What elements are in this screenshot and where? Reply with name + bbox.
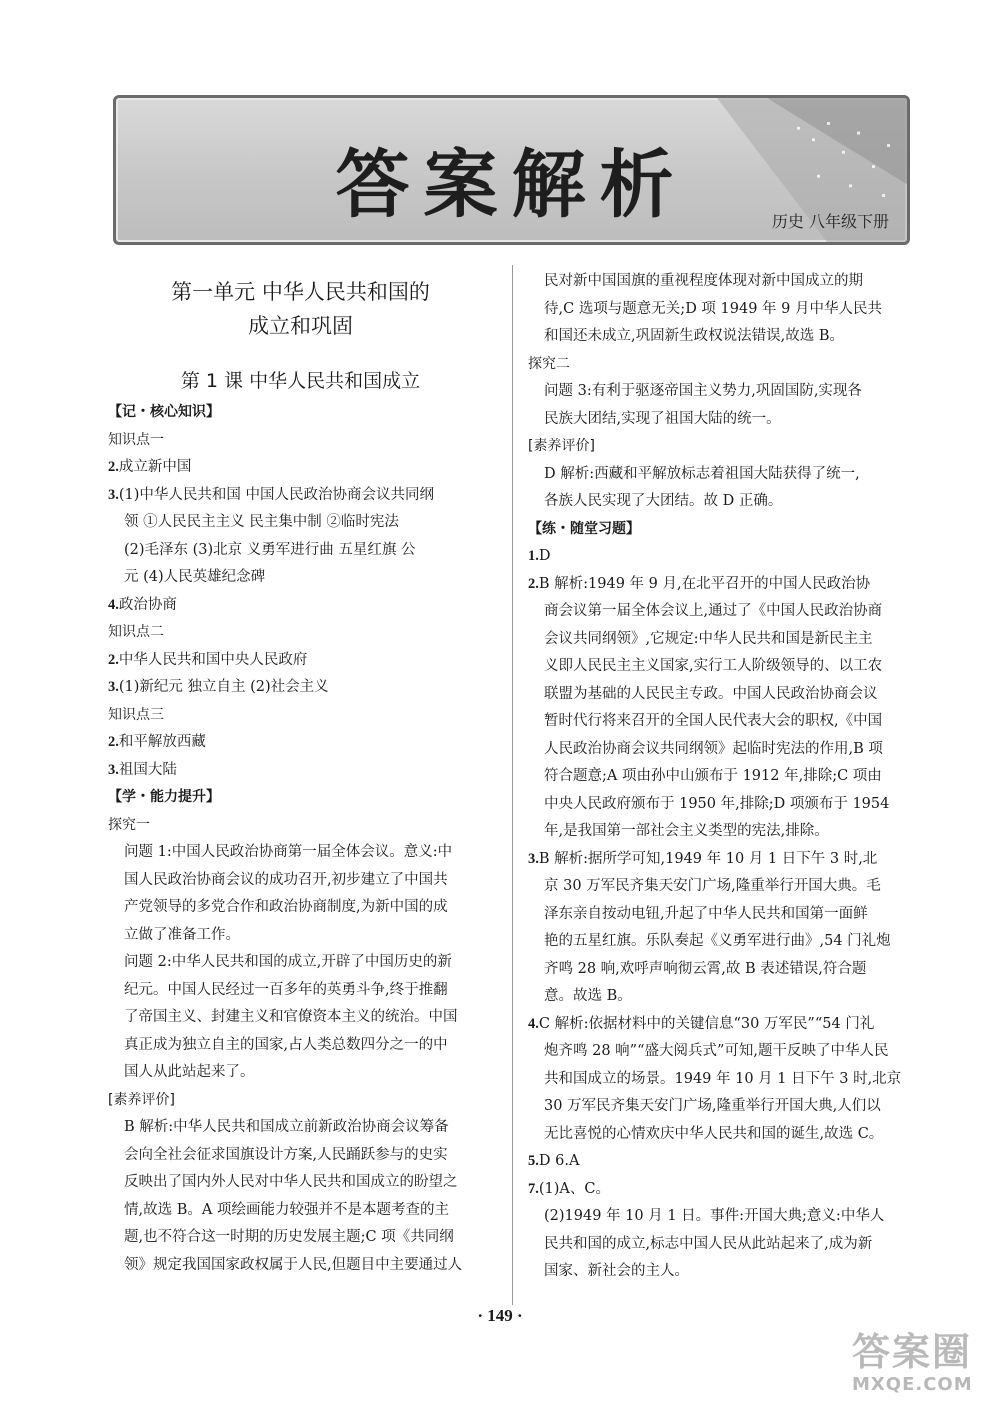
item-text: (1)A、C。 (538, 1180, 610, 1197)
unit-title (108, 275, 493, 343)
item-text: 中华人民共和国中央人民政府 (118, 651, 308, 668)
answer-item (108, 729, 493, 757)
answer-text-line: 了帝国主义、封建主义和官僚资本主义的统治。中国 (124, 1009, 458, 1025)
item-text: D (538, 548, 551, 564)
answer-item (528, 543, 920, 571)
answer-text-line: 元 (4)人民英雄纪念碑 (124, 569, 266, 585)
answer-text-line: 产党领导的多党合作和政治协商制度,为新中国的成 (124, 899, 448, 915)
item-text: B 解析:据所学可知,1949 年 10 月 1 日下午 3 时,北 (538, 850, 878, 867)
item-text: 祖国大陆 (118, 761, 177, 778)
page-number: · 149 · (477, 1306, 523, 1325)
answer-text-line: B 解析:中华人民共和国成立前新政治协商会议筹备 (124, 1119, 449, 1135)
item-number: 2. (108, 734, 119, 750)
right-answer-list (528, 268, 920, 1286)
answer-item (108, 482, 493, 510)
answer-item (528, 571, 920, 599)
item-number: 2. (108, 651, 119, 668)
answer-text-line: 立做了准备工作。 (124, 926, 240, 943)
answer-text-line: (2)毛泽东 (3)北京 义勇军进行曲 五星红旗 公 (124, 541, 416, 558)
answer-text-line: 年,是我国第一部社会主义类型的宪法,排除。 (544, 823, 829, 839)
answer-item (108, 757, 493, 785)
item-text: (1)中华人民共和国 中国人民政治协商会议共同纲 (118, 486, 435, 503)
lesson-title: 第 1 课 中华人民共和国成立 (180, 370, 421, 392)
item-text: B 解析:1949 年 9 月,在北平召开的中国人民政治协 (538, 575, 871, 592)
answer-item (108, 674, 493, 702)
answer-item (108, 454, 493, 482)
title-banner (113, 95, 910, 245)
answer-text-line: 炮齐鸣 28 响”“盛大阅兵式”可知,题干反映了中华人民 (544, 1043, 889, 1059)
item-text: 和平解放西藏 (118, 734, 206, 750)
subsection-heading: 知识点一 (108, 431, 164, 448)
watermark (852, 1330, 992, 1410)
answer-text-line: D 解析:西藏和平解放标志着祖国大陆获得了统一, (544, 465, 860, 482)
answer-text-line: 民共和国的成立,标志中国人民从此站起来了,成为新 (544, 1235, 873, 1252)
watermark-logo: 答案圈 (852, 1330, 973, 1374)
answer-text-line: 无比喜悦的心情欢庆中华人民共和国的诞生,故选 C。 (544, 1125, 884, 1142)
answer-text-line: 符合题意;A 项由孙中山颁布于 1912 年,排除;C 项由 (544, 768, 882, 784)
answer-text-line: 民对新中国国旗的重视程度体现对新中国成立的期 (544, 273, 863, 289)
item-text: C 解析:依据材料中的关键信息“30 万军民”“54 门礼 (538, 1015, 875, 1032)
page-title: 答案解析 (335, 142, 688, 228)
answer-text-line: 齐鸣 28 响,欢呼声响彻云霄,故 B 表述错误,符合题 (544, 960, 867, 977)
answer-text-line: 京 30 万军民齐集天安门广场,隆重举行开国大典。毛 (544, 878, 881, 894)
answer-text-line: 各族人民实现了大团结。故 D 正确。 (544, 493, 783, 509)
subsection-heading: 知识点二 (108, 624, 164, 640)
answer-text-line: 会议共同纲领》,它规定:中华人民共和国是新民主主 (544, 630, 873, 647)
item-number: 7. (528, 1180, 539, 1197)
answer-item (528, 1011, 920, 1039)
answer-text-line: 联盟为基础的人民民主专政。中国人民政治协商会议 (544, 685, 878, 702)
answer-text-line: 和国还未成立,巩固新生政权说法错误,故选 B。 (544, 328, 844, 344)
answer-text-line: 国家、新社会的主人。 (544, 1263, 689, 1279)
answer-item (528, 1176, 920, 1204)
answer-item (528, 846, 920, 874)
answer-text-line: 民族大团结,实现了祖国大陆的统一。 (544, 410, 781, 427)
answer-text-line: 反映出了国内外人民对中华人民共和国成立的盼望之 (124, 1174, 458, 1190)
answer-text-line: 义即人民民主主义国家,实行工人阶级领导的、以工农 (544, 658, 883, 674)
answer-text-line: 30 万军民齐集天安门广场,隆重举行开国大典,人们以 (544, 1098, 881, 1114)
answer-text-line: 国人从此站起来了。 (124, 1064, 255, 1080)
answer-text-line: 真正成为独立自主的国家,占人类总数四分之一的中 (124, 1036, 448, 1053)
answer-text-line: 问题 3:有利于驱逐帝国主义势力,巩固国防,实现各 (544, 383, 862, 399)
item-number: 5. (528, 1153, 539, 1169)
subsection-heading: 知识点三 (108, 706, 164, 723)
answer-item (108, 592, 493, 620)
unit-title-line-1: 第一单元 中华人民共和国的 (171, 280, 430, 304)
answer-text-line: 问题 2:中华人民共和国的成立,开辟了中国历史的新 (124, 954, 452, 970)
watermark-url: MXQE.COM (852, 1374, 973, 1395)
answer-text-line: 领》规定我国国家政权属于人民,但题目中主要通过人 (124, 1256, 463, 1273)
answer-text-line: 中央人民政府颁布于 1950 年,排除;D 项颁布于 1954 (544, 795, 890, 812)
left-answer-list (108, 399, 493, 1279)
subsection-heading: 探究一 (108, 816, 150, 833)
item-text: (1)新纪元 独立自主 (2)社会主义 (118, 679, 329, 695)
item-number: 3. (108, 486, 119, 503)
answer-text-line: 艳的五星红旗。乐队奏起《义勇军进行曲》,54 门礼炮 (544, 933, 891, 949)
section-heading: 【练・随堂习题】 (528, 520, 640, 537)
answer-text-line: 题,也不符合这一时期的历史发展主题;C 项《共同纲 (124, 1229, 454, 1245)
unit-title-line-2: 成立和巩固 (248, 314, 353, 338)
answer-item (108, 647, 493, 675)
item-number: 2. (528, 575, 539, 592)
evaluation-label: [素养评价] (528, 438, 595, 454)
right-column (528, 268, 920, 1286)
evaluation-label: [素养评价] (108, 1091, 175, 1108)
answer-text-line: 暂时代行将来召开的全国人民代表大会的职权,《中国 (544, 713, 883, 729)
answer-text-line: 意。故选 B。 (544, 988, 632, 1004)
answer-text-line: 国人民政治协商会议的成功召开,初步建立了中国共 (124, 871, 448, 888)
item-number: 3. (108, 679, 119, 695)
answer-text-line: 人民政治协商会议共同纲领》起临时宪法的作用,B 项 (544, 740, 883, 757)
item-text: D 6.A (538, 1153, 580, 1169)
item-number: 1. (528, 548, 539, 564)
answer-text-line: (2)1949 年 10 月 1 日。事件:开国大典;意义:中华人 (544, 1208, 885, 1224)
section-heading: 【记・核心知识】 (108, 404, 220, 420)
answer-text-line: 纪元。中国人民经过一百多年的英勇斗争,终于推翻 (124, 981, 448, 998)
section-heading: 【学・能力提升】 (108, 789, 220, 805)
column-divider (512, 265, 513, 1305)
answer-text-line: 领 ①人民民主主义 民主集中制 ②临时宪法 (124, 514, 399, 530)
answer-item (528, 1148, 920, 1176)
answer-text-line: 泽东亲自按动电钮,升起了中华人民共和国第一面鲜 (544, 905, 868, 922)
item-number: 4. (528, 1015, 539, 1032)
item-number: 2. (108, 459, 119, 475)
book-subtitle: 历史 八年级下册 (771, 212, 889, 231)
answer-text-line: 情,故选 B。A 项绘画能力较强并不是本题考查的主 (124, 1201, 449, 1218)
answer-text-line: 问题 1:中国人民政治协商第一届全体会议。意义:中 (124, 844, 453, 860)
item-number: 3. (528, 850, 539, 867)
subsection-heading: 探究二 (528, 355, 570, 372)
item-number: 4. (108, 596, 119, 613)
answer-text-line: 商会议第一届全体会议上,通过了《中国人民政治协商 (544, 603, 883, 619)
answer-text-line: 会向全社会征求国旗设计方案,人民踊跃参与的史实 (124, 1146, 448, 1163)
item-number: 3. (108, 761, 119, 778)
answer-text-line: 共和国成立的场景。1949 年 10 月 1 日下午 3 时,北京 (544, 1070, 902, 1087)
item-text: 政治协商 (118, 596, 177, 613)
item-text: 成立新中国 (118, 459, 192, 475)
left-column (108, 275, 493, 1279)
answer-text-line: 待,C 选项与题意无关;D 项 1949 年 9 月中华人民共 (544, 300, 882, 317)
